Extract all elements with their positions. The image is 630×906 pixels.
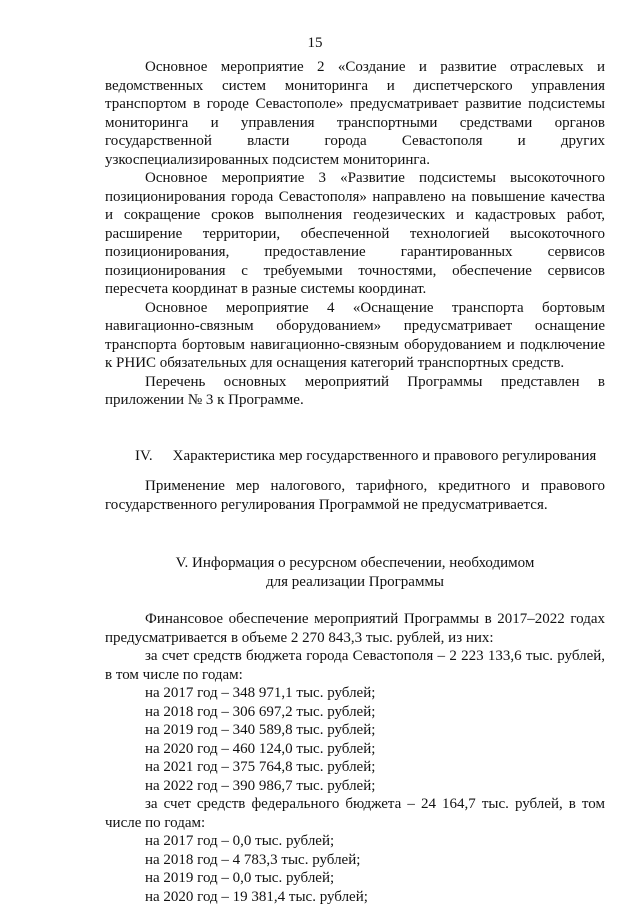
section-4-heading <box>135 447 605 466</box>
city-budget-year: на 2017 год – 348 971,1 тыс. рублей; <box>105 684 605 703</box>
page-number: 15 <box>0 35 630 52</box>
paragraph-activity-4: Основное мероприятие 4 «Оснащение транспорта бортовым навигационно-связным оборудованием» предусматривает оснащение транспорта бортовым навигационно-связным оборудованием и подключение к РНИС обязательных для оснащения категорий транспортных средств. <box>105 299 605 373</box>
paragraph-activity-3: Основное мероприятие 3 «Развитие подсистемы высокоточного позиционирования города Севастополя» направлено на повышение качества и сокращение сроков выполнения геодезических и кадастровых работ, расширение территории, обеспеченной технологией высокоточного позиционирования, предоставление гарантированных сервисов позиционирования с требуемыми точностями, обеспечение сервисов пересчета координат в разные системы координат. <box>105 169 605 299</box>
section-4-title: Характеристика мер государственного и правового регулирования <box>173 447 597 466</box>
section-4-text: Применение мер налогового, тарифного, кредитного и правового государственного регулирования Программой не предусматривается. <box>105 477 605 514</box>
document-body <box>105 58 605 906</box>
financing-intro: Финансовое обеспечение мероприятий Программы в 2017–2022 годах предусматривается в объеме 2 270 843,3 тыс. рублей, из них: <box>105 610 605 647</box>
city-budget-year: на 2020 год – 460 124,0 тыс. рублей; <box>105 740 605 759</box>
city-budget-total: за счет средств бюджета города Севастополя – 2 223 133,6 тыс. рублей, в том числе по годам: <box>105 647 605 684</box>
federal-budget-year: на 2018 год – 4 783,3 тыс. рублей; <box>105 851 605 870</box>
section-5-title-line2: для реализации Программы <box>105 573 605 592</box>
federal-budget-year: на 2019 год – 0,0 тыс. рублей; <box>105 869 605 888</box>
section-5-title-line1: V. Информация о ресурсном обеспечении, необходимом <box>105 554 605 573</box>
federal-budget-total: за счет средств федерального бюджета – 24 164,7 тыс. рублей, в том числе по годам: <box>105 795 605 832</box>
section-4-number: IV. <box>135 447 153 466</box>
federal-budget-year: на 2020 год – 19 381,4 тыс. рублей; <box>105 888 605 906</box>
section-5-heading <box>105 554 605 591</box>
paragraph-activity-2: Основное мероприятие 2 «Создание и развитие отраслевых и ведомственных систем мониторинга и диспетчерского управления транспортом в городе Севастополе» предусматривает развитие подсистемы мониторинга и управления транспортными средствами органов государственной власти города Севастополя и других узкоспециализированных подсистем мониторинга. <box>105 58 605 169</box>
city-budget-year: на 2021 год – 375 764,8 тыс. рублей; <box>105 758 605 777</box>
city-budget-year: на 2019 год – 340 589,8 тыс. рублей; <box>105 721 605 740</box>
city-budget-year: на 2022 год – 390 986,7 тыс. рублей; <box>105 777 605 796</box>
federal-budget-year: на 2017 год – 0,0 тыс. рублей; <box>105 832 605 851</box>
paragraph-activities-list: Перечень основных мероприятий Программы представлен в приложении № 3 к Программе. <box>105 373 605 410</box>
city-budget-year: на 2018 год – 306 697,2 тыс. рублей; <box>105 703 605 722</box>
